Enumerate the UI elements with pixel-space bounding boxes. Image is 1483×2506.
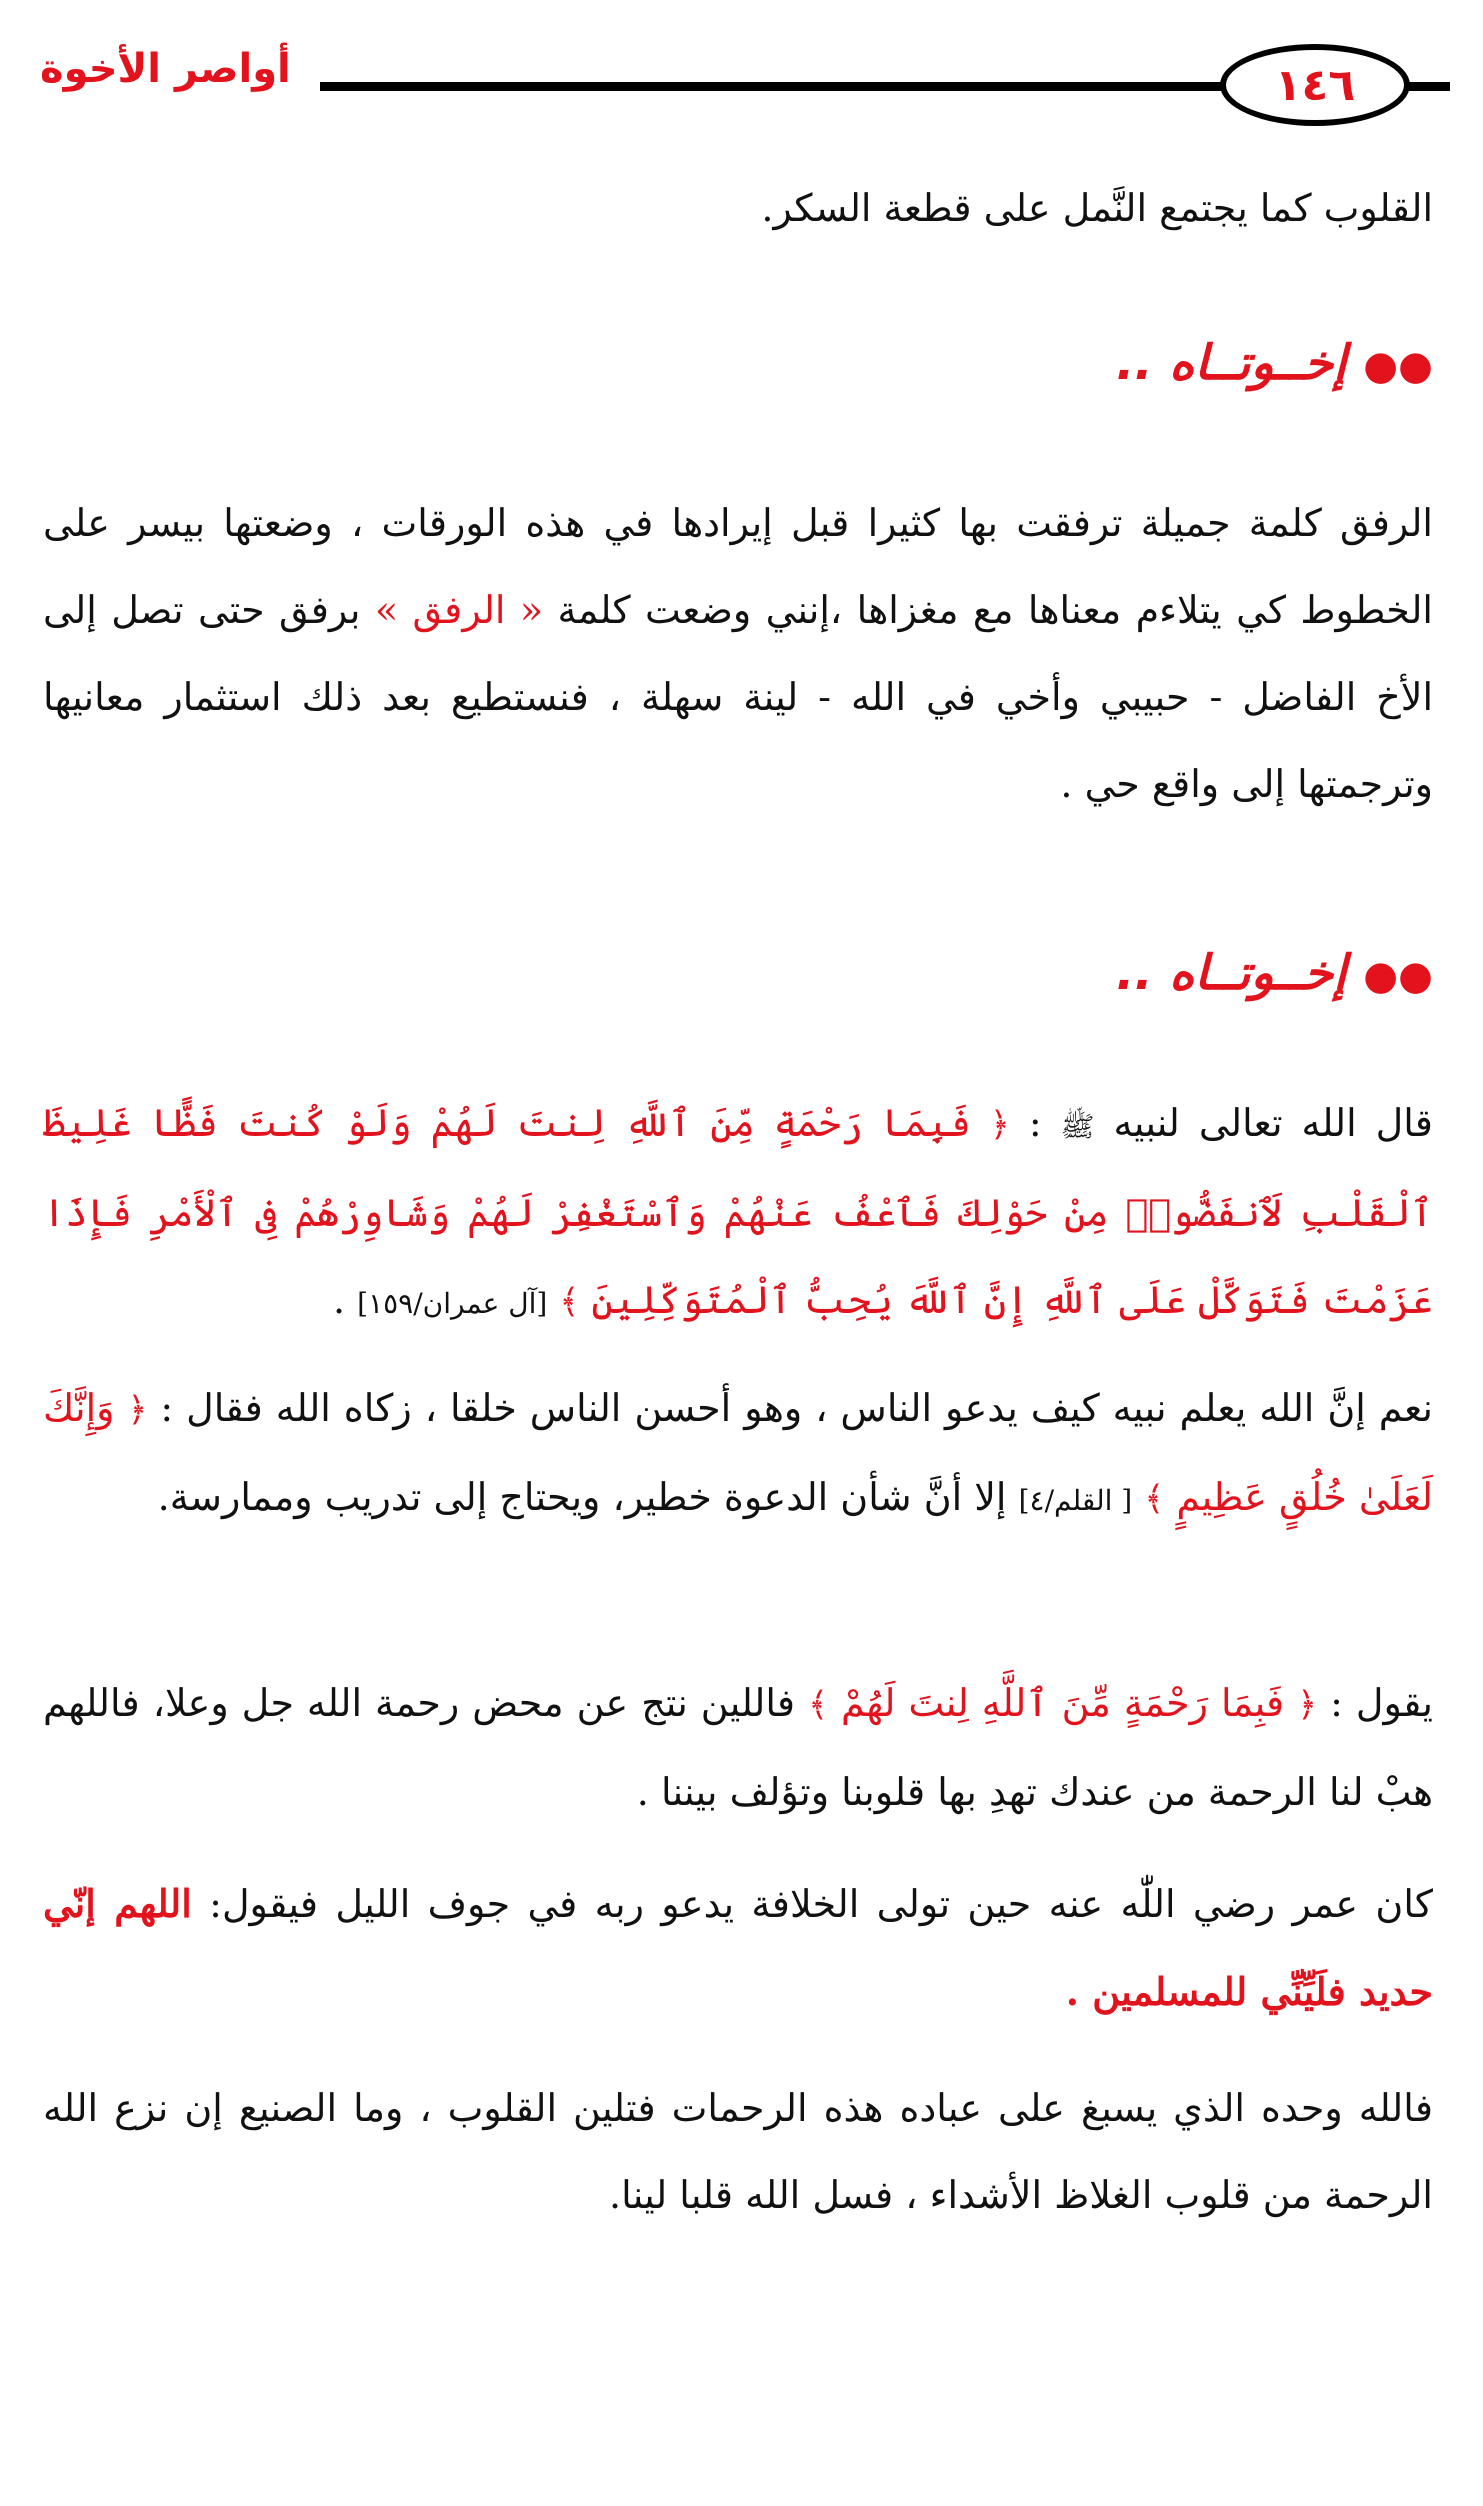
paragraph-1-text-a: الرفق كلمة جميلة ترفقت بها كثيرا قبل إيرادها في هذه الورقات ، وضعتها بيسر على الخطوط كي يتلاءم معناها مع مغزاها ،إنني وضعت كلمة: [43, 501, 1433, 632]
ornate-bracket-close-icon: ﴾: [1144, 1479, 1165, 1519]
paragraph-4: [43, 1660, 1433, 1836]
verse-intro: قال الله تعالى لنبيه: [1113, 1101, 1433, 1145]
verse-reference: [ القلم/٤]: [1018, 1484, 1133, 1517]
paragraph-5-text: كان عمر رضي اللّٰه عنه حين تولى الخلافة يدعو ربه في جوف الليل فيقول:: [209, 1882, 1433, 1926]
page-number-oval: [1220, 44, 1410, 126]
period: .: [332, 1278, 346, 1322]
paragraph-3-text-b: إلا أنَّ شأن الدعوة خطير، ويحتاج إلى تدريب وممارسة.: [157, 1475, 1007, 1519]
ornate-bracket-open-icon: ﴿: [989, 1105, 1010, 1145]
book-title: أواصر الأخوة: [40, 46, 291, 92]
quran-verse: فَبِمَا رَحْمَةٍ مِّنَ ٱللَّهِ لِنتَ لَهُمْ: [841, 1681, 1285, 1725]
header-rule-right: [1405, 82, 1450, 91]
paragraph-1: [43, 480, 1433, 828]
quran-verse: وَإِنَّكَ لَعَلَىٰ خُلُقٍ عَظِيمٍ: [43, 1386, 1433, 1519]
ornate-bracket-open-icon: ﴿: [1297, 1685, 1318, 1725]
verse-reference: [آل عمران/١٥٩]: [357, 1287, 548, 1320]
heading-bullets-icon: ●●: [1363, 953, 1433, 999]
salutation-glyph: ﷺ: [1060, 1110, 1095, 1143]
intro-paragraph: القلوب كما يجتمع النَّمل على قطعة السكر.: [761, 186, 1433, 230]
header-rule-left: [320, 82, 1225, 91]
page-number: ١٤٦: [1274, 59, 1356, 111]
heading-bullets-icon: ●●: [1363, 343, 1433, 389]
paragraph-2: [43, 1080, 1433, 1347]
section-heading-2: [43, 945, 1433, 1001]
paragraph-3-text-a: نعم إنَّ الله يعلم نبيه كيف يدعو الناس ، وهو أحسن الناس خلقا ، زكاه الله فقال :: [160, 1386, 1433, 1430]
heading-text: إخــوتــاه ..: [1116, 945, 1347, 1001]
heading-text: إخــوتــاه ..: [1116, 335, 1347, 391]
page-header: [30, 40, 1450, 130]
prayer-quote: اللهم إنّي حديد فلَيِّنِّي للمسلمين .: [43, 1881, 1433, 2014]
paragraph-1-text-b: برفق حتى تصل إلى الأخ الفاضل - حبيبي وأخي في الله - لينة سهلة ، فنستطيع بعد ذلك استثمار معانيها وترجمتها إلى واقع حي .: [43, 588, 1433, 806]
paragraph-3: [43, 1365, 1433, 1544]
paragraph-5: [43, 1860, 1433, 2036]
ornate-bracket-close-icon: ﴾: [808, 1685, 829, 1725]
section-heading-1: [43, 335, 1433, 391]
ornate-bracket-open-icon: ﴿: [127, 1390, 148, 1430]
ornate-bracket-close-icon: ﴾: [559, 1282, 580, 1322]
quran-verse: فَبِمَا رَحْمَةٍ مِّنَ ٱللَّهِ لِنتَ لَهُمْ وَلَوْ كُنتَ فَظًّا غَلِيظَ ٱلْقَلْبِ لَٱنفَضُّوا۟ مِنْ حَوْلِكَ فَٱعْفُ عَنْهُمْ وَٱسْتَغْفِرْ لَهُمْ وَشَاوِرْهُمْ فِى ٱلْأَمْرِ فَإِذَا عَزَمْتَ فَتَوَكَّلْ عَلَى ٱللَّهِ إِنَّ ٱللَّهَ يُحِبُّ ٱلْمُتَوَكِّلِينَ: [43, 1101, 1433, 1322]
paragraph-6: فالله وحده الذي يسبغ على عباده هذه الرحمات فتلين القلوب ، وما الصنيع إن نزع الله الرحمة من قلوب الغلاظ الأشداء ، فسل الله قلبا لينا.: [43, 2086, 1433, 2217]
colon: :: [1028, 1101, 1042, 1145]
highlight-word: « الرفق »: [374, 588, 544, 632]
paragraph-4-text-b: فاللين نتج عن محض رحمة الله جل وعلا، فاللهم هبْ لنا الرحمة من عندك تهدِ بها قلوبنا وتؤلف بيننا .: [43, 1681, 1433, 1814]
paragraph-4-text-a: يقول :: [1330, 1681, 1433, 1725]
